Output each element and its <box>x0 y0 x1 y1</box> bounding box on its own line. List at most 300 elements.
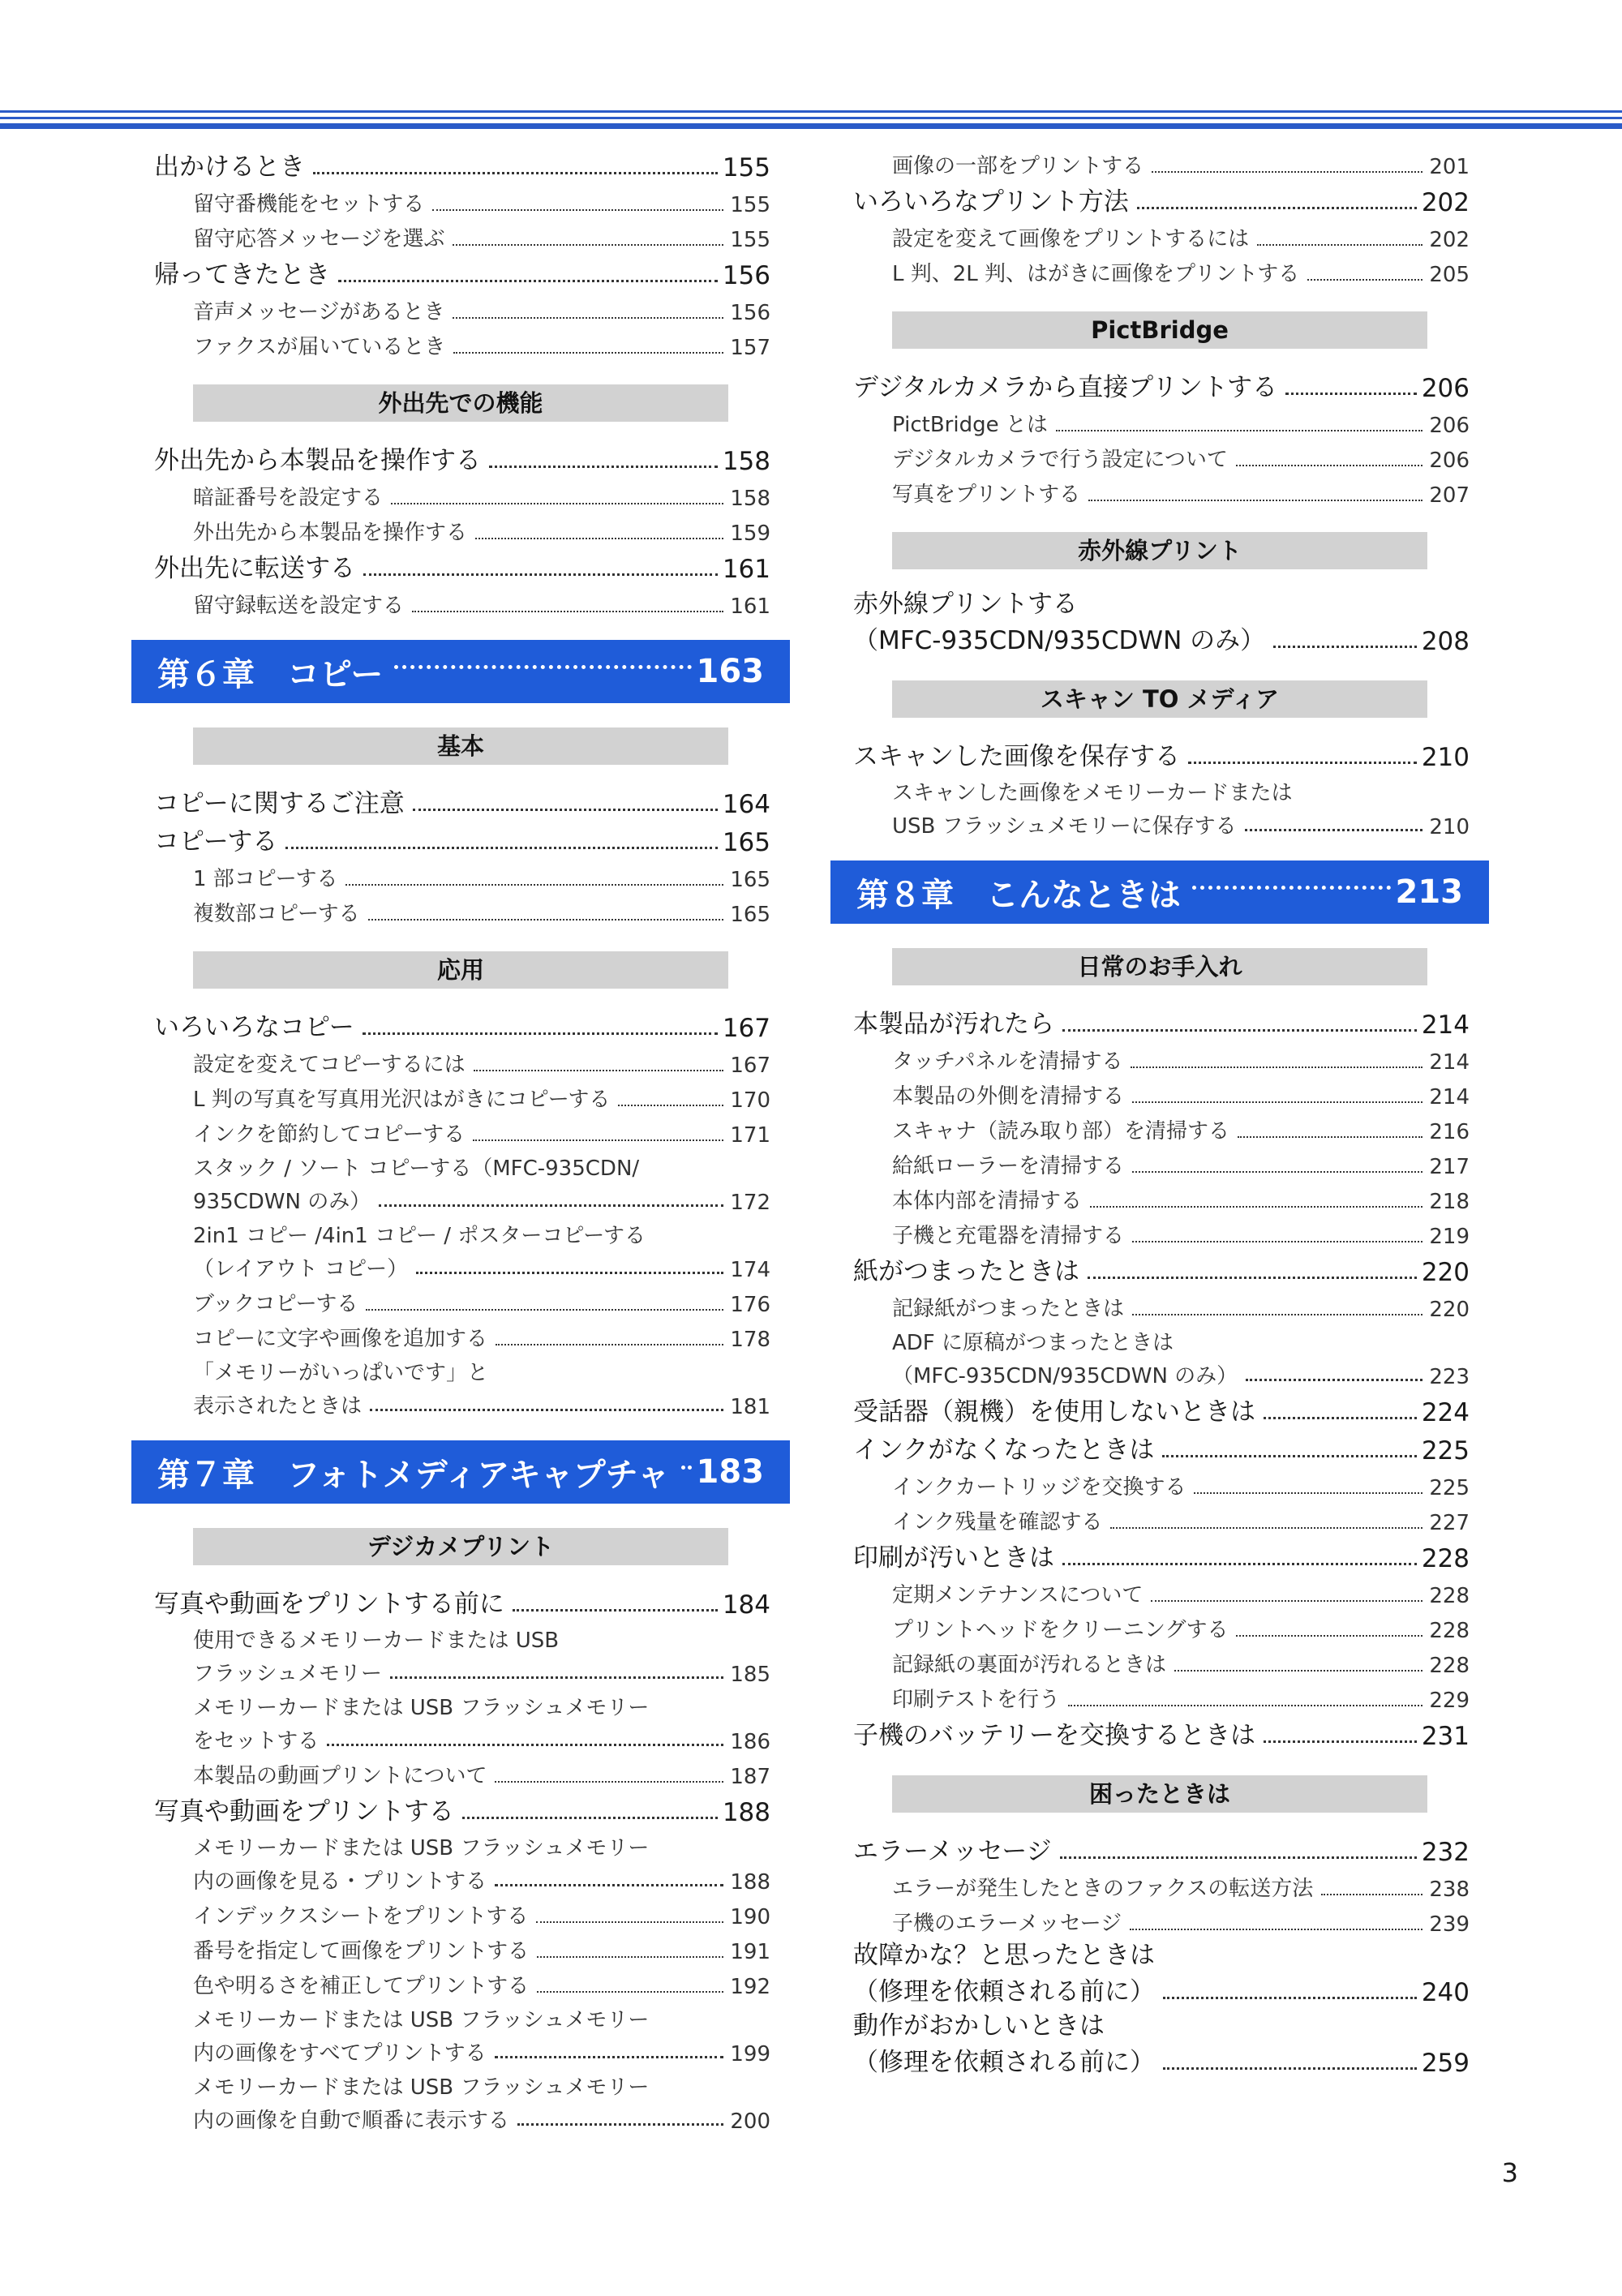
dot-leader <box>495 1781 723 1783</box>
toc-entry-title: L 判の写真を写真用光沢はがきにコピーする <box>193 1088 611 1112</box>
dot-leader <box>536 1921 723 1923</box>
dot-leader <box>1257 244 1422 246</box>
dot-leader <box>537 1991 723 1993</box>
toc-entry-title-line1: スタック / ソート コピーする（MFC-935CDN/ <box>193 1157 640 1181</box>
dot-leader <box>453 317 723 319</box>
toc-page-number: 228 <box>1421 1544 1470 1573</box>
toc-entry-title: いろいろなコピー <box>154 1013 354 1042</box>
toc-page-number: 184 <box>722 1590 770 1620</box>
dot-leader <box>1307 279 1422 281</box>
toc-page-number: 187 <box>730 1765 770 1789</box>
dot-leader <box>1062 1029 1417 1032</box>
toc-entry-title: L 判、2L 判、はがきに画像をプリントする <box>892 262 1300 286</box>
toc-page-number: 206 <box>1421 374 1470 403</box>
toc-entry-title: エラーが発生したときのファクスの転送方法 <box>892 1877 1314 1901</box>
toc-page-number: 206 <box>1429 448 1470 473</box>
toc-page-number: 227 <box>1429 1511 1470 1535</box>
dot-leader <box>1056 430 1422 431</box>
dot-leader <box>1152 171 1422 173</box>
toc-entry-title: 子機のエラーメッセージ <box>892 1912 1122 1936</box>
toc-page-number: 240 <box>1421 1978 1470 2007</box>
toc-entry-title: エラーメッセージ <box>853 1837 1052 1866</box>
dot-leader <box>462 1817 718 1819</box>
toc-entry-title-line1: 使用できるメモリーカードまたは USB <box>193 1629 560 1653</box>
dot-leader <box>1163 2067 1417 2070</box>
toc-page-number: 155 <box>730 228 770 252</box>
dot-leader <box>1321 1894 1422 1895</box>
toc-entry-title-line2: （修理を依頼される前に） <box>853 2048 1155 2077</box>
toc-page-number: 206 <box>1429 414 1470 438</box>
dot-leader <box>513 1609 718 1611</box>
dot-leader <box>313 172 718 174</box>
toc-entry-multiline[interactable] <box>154 2001 770 2066</box>
toc-entry[interactable] <box>853 1429 1470 1466</box>
toc-page-number: 228 <box>1429 1654 1470 1678</box>
toc-entry-line2 <box>193 1654 770 1687</box>
toc-entry-title-line2: （MFC-935CDN/935CDWN のみ） <box>853 626 1266 655</box>
toc-entry-title-line2: 内の画像を自動で順番に表示する <box>193 2109 510 2133</box>
toc-entry[interactable] <box>853 1003 1470 1040</box>
section-heading: スキャン TO メディア <box>892 680 1427 718</box>
toc-entry-title: 記録紙の裏面が汚れるときは <box>892 1653 1167 1677</box>
toc-entry-title-line1: メモリーカードまたは USB フラッシュメモリー <box>193 2075 650 2100</box>
dot-leader <box>1151 1600 1422 1602</box>
toc-page-number: 207 <box>1429 483 1470 508</box>
dot-leader <box>475 538 723 539</box>
toc-entry-title: PictBridge とは <box>892 413 1048 437</box>
toc-entry[interactable] <box>853 1645 1470 1678</box>
toc-entry[interactable] <box>154 821 770 857</box>
toc-entry[interactable] <box>154 1756 770 1789</box>
toc-page-number: 218 <box>1429 1190 1470 1214</box>
toc-entry-line2 <box>892 806 1470 839</box>
toc-entry-title-line1: 動作がおかしいときは <box>853 2011 1105 2041</box>
toc-entry[interactable] <box>853 1289 1470 1322</box>
toc-entry-title: 紙がつまったときは <box>853 1257 1079 1286</box>
toc-entry-title: 帰ってきたとき <box>154 260 330 290</box>
toc-entry-title: インデックスシートをプリントする <box>193 1904 529 1929</box>
toc-entry[interactable] <box>154 783 770 819</box>
toc-entry-title-line1: 2in1 コピー /4in1 コピー / ポスターコピーする <box>193 1224 646 1248</box>
toc-entry[interactable] <box>154 1931 770 1964</box>
toc-entry[interactable] <box>853 736 1470 772</box>
toc-entry[interactable] <box>853 181 1470 217</box>
toc-entry[interactable] <box>154 146 770 182</box>
toc-page-number: 161 <box>722 555 770 584</box>
toc-entry[interactable] <box>154 894 770 927</box>
toc-entry-title-line2: 内の画像を見る・プリントする <box>193 1869 487 1894</box>
toc-page-number: 190 <box>730 1905 770 1929</box>
toc-entry-line2 <box>853 2041 1470 2078</box>
toc-entry-title: 外出先から本製品を操作する <box>193 521 468 545</box>
dot-leader <box>1132 1241 1422 1242</box>
dot-leader <box>1130 1929 1422 1930</box>
dot-leader <box>1068 1705 1422 1706</box>
toc-entry-multiline[interactable] <box>154 1149 770 1215</box>
section-heading: 外出先での機能 <box>193 384 728 422</box>
toc-entry-title: 本製品が汚れたら <box>853 1010 1054 1039</box>
toc-entry-title: スキャンした画像を保存する <box>853 742 1180 771</box>
toc-entry-line2 <box>193 1249 770 1282</box>
toc-page-number: 181 <box>730 1395 770 1419</box>
chapter-heading[interactable] <box>131 640 790 703</box>
toc-page-number: 199 <box>730 2042 770 2066</box>
dot-leader <box>338 280 718 282</box>
toc-entry-multiline[interactable] <box>154 1354 770 1419</box>
toc-entry-title: 暗証番号を設定する <box>193 486 384 510</box>
toc-entry-title: 色や明るさを補正してプリントする <box>193 1974 530 1998</box>
toc-entry[interactable] <box>853 1869 1470 1902</box>
toc-entry-title: いろいろなプリント方法 <box>853 187 1129 217</box>
dot-leader <box>1110 1527 1422 1529</box>
toc-page-number: 192 <box>730 1975 770 1999</box>
toc-entry-title: 留守録転送を設定する <box>193 594 405 618</box>
toc-entry[interactable] <box>154 1045 770 1078</box>
dot-leader <box>618 1105 723 1106</box>
toc-entry-line2 <box>853 620 1470 656</box>
toc-entry[interactable] <box>154 1791 770 1827</box>
toc-entry-title: 留守番機能をセットする <box>193 192 425 217</box>
toc-entry-title-line2: 935CDWN のみ） <box>193 1190 371 1214</box>
toc-entry-title: 本体内部を清掃する <box>892 1189 1083 1213</box>
dot-leader <box>370 1409 723 1411</box>
dot-leader <box>363 573 718 576</box>
toc-entry-multiline[interactable] <box>154 1689 770 1754</box>
toc-entry-title: ファクスが届いているとき <box>193 335 446 359</box>
toc-entry[interactable] <box>853 219 1470 252</box>
toc-entry-title-line1: スキャンした画像をメモリーカードまたは <box>892 781 1293 805</box>
toc-entry-title: 外出先に転送する <box>154 554 355 583</box>
toc-entry-title: 写真や動画をプリントする <box>154 1797 454 1826</box>
section-heading: 困ったときは <box>892 1775 1427 1813</box>
toc-entry[interactable] <box>853 440 1470 473</box>
dot-leader <box>453 244 723 246</box>
chapter-title: 第８章 こんなときは <box>856 876 1181 914</box>
toc-entry[interactable] <box>853 1680 1470 1713</box>
toc-entry[interactable] <box>154 1079 770 1113</box>
toc-entry-title-line1: ADF に原稿がつまったときは <box>892 1331 1174 1355</box>
toc-entry[interactable] <box>154 478 770 511</box>
dot-leader <box>390 1676 723 1679</box>
toc-entry[interactable] <box>154 547 770 584</box>
dot-leader <box>1246 1379 1422 1381</box>
toc-entry[interactable] <box>853 474 1470 508</box>
toc-page-number: 214 <box>1421 1011 1470 1040</box>
toc-entry-title: デジタルカメラで行う設定について <box>892 448 1228 472</box>
toc-entry-line2 <box>892 1356 1470 1389</box>
dot-leader <box>681 1466 692 1470</box>
toc-entry-title: 留守応答メッセージを選ぶ <box>193 227 445 251</box>
toc-entry-title: 出かけるとき <box>154 152 305 182</box>
toc-entry-title: 外出先から本製品を操作する <box>154 446 481 475</box>
dot-leader <box>1137 207 1417 209</box>
toc-page-number: 178 <box>730 1328 770 1352</box>
toc-entry-multiline[interactable] <box>853 587 1470 656</box>
toc-entry-title: 画像の一部をプリントする <box>892 154 1144 178</box>
dot-leader <box>391 503 723 504</box>
toc-entry-title: 音声メッセージがあるとき <box>193 300 445 324</box>
toc-page-number: 202 <box>1421 188 1470 217</box>
toc-page-number: 167 <box>730 1054 770 1078</box>
toc-page-number: 186 <box>730 1730 770 1754</box>
section-heading: デジカメプリント <box>193 1528 728 1565</box>
dot-leader <box>1245 829 1422 831</box>
toc-entry-title: 子機と充電器を清掃する <box>892 1224 1125 1248</box>
toc-page-number: 167 <box>722 1014 770 1043</box>
toc-entry[interactable] <box>154 1006 770 1043</box>
toc-entry-title: 印刷テストを行う <box>892 1688 1060 1712</box>
dot-leader <box>1285 393 1417 395</box>
toc-right-column <box>853 146 1470 2079</box>
toc-entry[interactable] <box>853 1251 1470 1287</box>
toc-entry-title-line1: 故障かな？と思ったときは <box>853 1941 1155 1970</box>
toc-page-number: 229 <box>1429 1689 1470 1713</box>
toc-entry[interactable] <box>853 254 1470 287</box>
dot-leader <box>394 665 691 669</box>
toc-entry[interactable] <box>154 513 770 546</box>
toc-entry[interactable] <box>154 1114 770 1148</box>
toc-entry-title: コピーする <box>154 827 278 856</box>
toc-page-number: 157 <box>730 336 770 360</box>
toc-page-number: 172 <box>730 1191 770 1215</box>
dot-leader <box>413 809 718 811</box>
dot-leader <box>537 1956 723 1958</box>
toc-entry-line2 <box>193 1721 770 1754</box>
toc-entry[interactable] <box>853 1041 1470 1075</box>
toc-entry-title-line1: メモリーカードまたは USB フラッシュメモリー <box>193 1696 650 1720</box>
dot-leader <box>1188 762 1417 764</box>
toc-page-number: 225 <box>1429 1476 1470 1500</box>
toc-entry-line2 <box>853 1971 1470 2007</box>
toc-page-number: 165 <box>730 868 770 892</box>
toc-entry-title: 本製品の外側を清掃する <box>892 1084 1125 1109</box>
section-heading: 基本 <box>193 727 728 765</box>
dot-leader <box>366 1309 723 1311</box>
toc-entry[interactable] <box>853 1714 1470 1751</box>
toc-entry[interactable] <box>154 184 770 217</box>
toc-entry[interactable] <box>853 1076 1470 1109</box>
toc-entry-multiline[interactable] <box>853 774 1470 839</box>
toc-entry-title-line1: メモリーカードまたは USB フラッシュメモリー <box>193 2008 650 2032</box>
dot-leader <box>432 209 723 211</box>
dot-leader <box>327 1744 723 1746</box>
page-number: 3 <box>1501 2157 1518 2188</box>
toc-entry-title: プリントヘッドをクリーニングする <box>892 1618 1229 1642</box>
toc-page-number: 156 <box>730 301 770 325</box>
toc-entry-title-line1: メモリーカードまたは USB フラッシュメモリー <box>193 1836 650 1860</box>
header-rule-thin-1 <box>0 110 1622 113</box>
toc-page-number: 191 <box>730 1940 770 1964</box>
dot-leader <box>453 352 723 354</box>
toc-entry-title: デジタルカメラから直接プリントする <box>853 373 1277 402</box>
dot-leader <box>1264 1417 1417 1419</box>
toc-page-number: 225 <box>1421 1436 1470 1466</box>
toc-entry[interactable] <box>154 292 770 325</box>
toc-entry-multiline[interactable] <box>853 1324 1470 1389</box>
toc-page-number: 217 <box>1429 1155 1470 1179</box>
toc-page-number: 201 <box>1429 155 1470 179</box>
toc-entry[interactable] <box>154 1966 770 1999</box>
dot-leader <box>1163 1997 1417 1999</box>
toc-entry-multiline[interactable] <box>853 2009 1470 2078</box>
toc-entry-title-line2: をセットする <box>193 1729 320 1753</box>
toc-entry[interactable] <box>154 859 770 892</box>
toc-entry[interactable] <box>853 1181 1470 1214</box>
toc-entry[interactable] <box>853 1467 1470 1500</box>
toc-entry-title: 複数部コピーする <box>193 902 360 926</box>
toc-entry[interactable] <box>154 1319 770 1352</box>
toc-entry[interactable] <box>154 219 770 252</box>
toc-page-number: 202 <box>1429 228 1470 252</box>
dot-leader <box>416 1272 723 1274</box>
toc-page-number: 205 <box>1429 263 1470 287</box>
toc-page-number: 232 <box>1421 1838 1470 1867</box>
toc-page-number: 238 <box>1429 1878 1470 1902</box>
dot-leader <box>1062 1563 1417 1565</box>
toc-page-number: 220 <box>1429 1298 1470 1322</box>
toc-entry-multiline[interactable] <box>154 2068 770 2134</box>
dot-leader <box>285 847 718 849</box>
dot-leader <box>1060 1856 1417 1859</box>
dot-leader <box>1132 1101 1422 1103</box>
toc-entry-title: 受話器（親機）を使用しないときは <box>853 1397 1255 1427</box>
toc-entry[interactable] <box>154 440 770 476</box>
toc-entry[interactable] <box>154 1896 770 1929</box>
dot-leader <box>1194 1492 1422 1494</box>
toc-entry-multiline[interactable] <box>853 1938 1470 2007</box>
toc-page-number: 200 <box>730 2109 770 2134</box>
dot-leader <box>1264 1740 1417 1743</box>
dot-leader <box>1162 1455 1416 1457</box>
toc-entry-multiline[interactable] <box>154 1621 770 1687</box>
toc-entry-title: 番号を指定して画像をプリントする <box>193 1939 530 1963</box>
toc-page-number: 239 <box>1429 1912 1470 1937</box>
toc-entry-title: インクがなくなったときは <box>853 1436 1155 1465</box>
dot-leader <box>363 1032 718 1035</box>
toc-entry[interactable] <box>154 586 770 619</box>
toc-entry-line2 <box>193 1182 770 1215</box>
toc-page-number: 219 <box>1429 1225 1470 1249</box>
toc-entry-title: 本製品の動画プリントについて <box>193 1764 487 1788</box>
toc-page-number: 155 <box>730 193 770 217</box>
toc-entry[interactable] <box>853 1502 1470 1535</box>
toc-entry[interactable] <box>853 1216 1470 1249</box>
toc-entry-multiline[interactable] <box>154 1217 770 1282</box>
toc-page-number: 185 <box>730 1663 770 1687</box>
toc-entry[interactable] <box>853 1391 1470 1427</box>
dot-leader <box>368 919 723 921</box>
toc-page-number: 224 <box>1421 1398 1470 1427</box>
toc-entry[interactable] <box>853 1537 1470 1573</box>
toc-entry-title: 写真や動画をプリントする前に <box>154 1590 504 1619</box>
toc-entry[interactable] <box>853 1575 1470 1608</box>
toc-entry[interactable] <box>853 405 1470 438</box>
toc-entry-title-line2: （MFC-935CDN/935CDWN のみ） <box>892 1364 1238 1388</box>
toc-page-number: 210 <box>1429 815 1470 839</box>
chapter-page-number: 213 <box>1395 873 1463 911</box>
toc-page-number: 156 <box>722 261 770 290</box>
toc-page-number: 228 <box>1429 1619 1470 1643</box>
dot-leader <box>495 1884 723 1886</box>
toc-page-number: 158 <box>722 447 770 476</box>
toc-page-number: 176 <box>730 1293 770 1317</box>
toc-entry[interactable] <box>853 367 1470 403</box>
toc-entry-multiline[interactable] <box>154 1829 770 1895</box>
dot-leader <box>1088 1277 1417 1279</box>
chapter-title: 第７章 フォトメディアキャプチャ <box>157 1456 670 1494</box>
toc-entry-title: 写真をプリントする <box>892 483 1081 507</box>
header-rule-thin-2 <box>0 117 1622 119</box>
toc-entry-title: コピーに文字や画像を追加する <box>193 1327 487 1351</box>
toc-entry[interactable] <box>853 146 1470 179</box>
toc-entry[interactable] <box>853 1111 1470 1144</box>
toc-entry[interactable] <box>154 1284 770 1317</box>
dot-leader <box>1088 500 1422 501</box>
toc-page-number: 223 <box>1429 1365 1470 1389</box>
toc-page-number: 155 <box>722 153 770 182</box>
chapter-heading[interactable] <box>830 860 1489 924</box>
section-heading: 応用 <box>193 951 728 989</box>
toc-page-number: 231 <box>1421 1722 1470 1751</box>
toc-page-number: 164 <box>722 790 770 819</box>
toc-entry-title-line2: USB フラッシュメモリーに保存する <box>892 814 1237 839</box>
section-heading: 赤外線プリント <box>892 532 1427 569</box>
dot-leader <box>1238 1136 1422 1138</box>
dot-leader <box>345 884 723 886</box>
toc-page-number: 214 <box>1429 1050 1470 1075</box>
toc-entry-title: インク残量を確認する <box>892 1510 1103 1534</box>
toc-entry[interactable] <box>154 1583 770 1620</box>
toc-entry[interactable] <box>853 1146 1470 1179</box>
toc-page-number: 174 <box>730 1258 770 1282</box>
toc-entry[interactable] <box>154 327 770 360</box>
chapter-heading[interactable] <box>131 1440 790 1504</box>
chapter-title: 第６章 コピー <box>157 655 384 693</box>
section-heading: PictBridge <box>892 311 1427 349</box>
dot-leader <box>1236 465 1422 466</box>
dot-leader <box>474 1070 723 1071</box>
toc-entry-title-line2: 内の画像をすべてプリントする <box>193 2041 487 2066</box>
toc-entry-title: 定期メンテナンスについて <box>892 1583 1144 1607</box>
dot-leader <box>1192 886 1391 890</box>
dot-leader <box>412 611 723 612</box>
toc-entry-title: ブックコピーする <box>193 1292 358 1316</box>
toc-entry-title: 印刷が汚いときは <box>853 1543 1054 1573</box>
toc-page-number: 214 <box>1429 1085 1470 1109</box>
toc-page-number: 159 <box>730 521 770 546</box>
dot-leader <box>489 466 718 468</box>
dot-leader <box>379 1204 723 1207</box>
toc-page-number: 220 <box>1421 1258 1470 1287</box>
toc-entry[interactable] <box>853 1830 1470 1867</box>
toc-entry[interactable] <box>154 254 770 290</box>
toc-page-number: 188 <box>722 1798 770 1827</box>
dot-leader <box>473 1139 723 1141</box>
toc-entry-title: スキャナ（読み取り部）を清掃する <box>892 1119 1230 1144</box>
dot-leader <box>495 2056 723 2058</box>
dot-leader <box>517 2123 723 2126</box>
toc-entry-line2 <box>193 1861 770 1895</box>
toc-page-number: 208 <box>1421 627 1470 656</box>
toc-page-number: 216 <box>1429 1120 1470 1144</box>
toc-entry-title-line2: （レイアウト コピー） <box>193 1257 409 1281</box>
toc-page-number: 188 <box>730 1870 770 1895</box>
toc-page-number: 171 <box>730 1123 770 1148</box>
toc-entry[interactable] <box>853 1610 1470 1643</box>
toc-entry[interactable] <box>853 1903 1470 1937</box>
toc-entry-title: インクカートリッジを交換する <box>892 1475 1186 1500</box>
toc-entry-line2 <box>193 2101 770 2134</box>
